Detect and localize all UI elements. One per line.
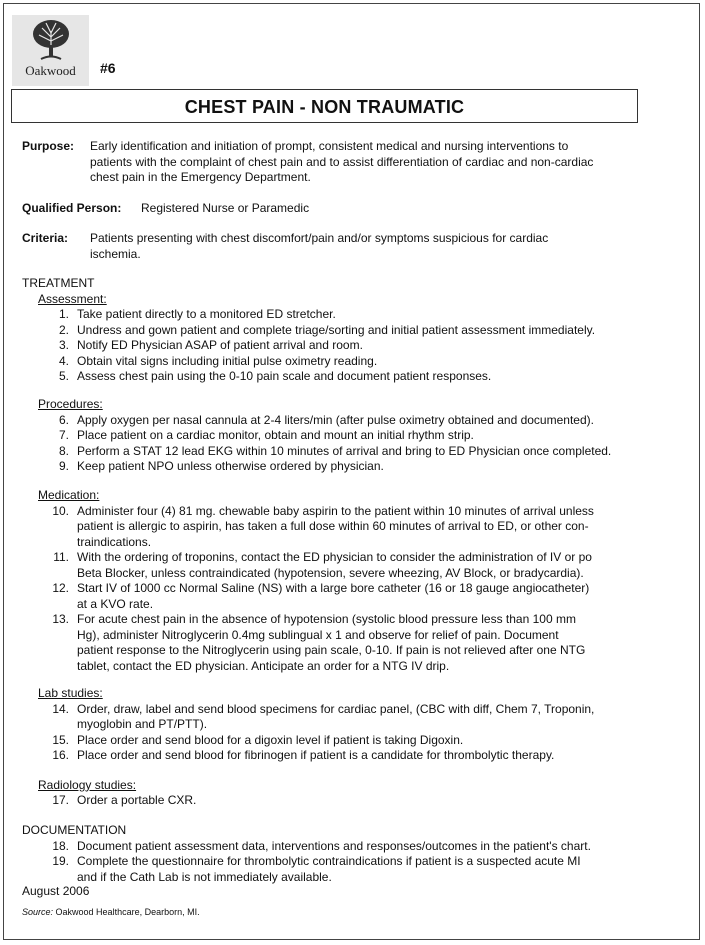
list-item-continuation: Hg), administer Nitroglycerin 0.4mg sublingual x 1 and observe for relief of pain. Document [77,627,559,642]
item-number: 5. [58,369,69,383]
list-item [58,428,474,444]
list-item-continuation: traindications. [77,534,152,549]
procedures-heading: Procedures: [38,397,103,411]
list-item [58,338,363,354]
item-text: Place order and send blood for fibrinogen if patient is a candidate for thrombolytic therapy. [77,748,555,762]
list-item-continuation: at a KVO rate. [77,596,154,611]
protocol-number: #6 [100,60,116,76]
item-number: 19. [52,854,69,868]
purpose-line: patients with the complaint of chest pain and to assist differentiation of cardiac and non-cardiac [90,154,594,169]
list-item [52,838,591,855]
list-item [52,793,197,809]
item-number: 15. [52,732,69,747]
assessment-heading: Assessment: [38,291,107,306]
list-item [58,353,378,370]
item-text: Obtain vital signs including initial pulse oximetry reading. [77,353,378,368]
item-number: 14. [52,701,69,716]
item-number: 17. [52,793,69,807]
list-item [58,307,336,323]
list-item [58,412,594,429]
radiology-heading: Radiology studies: [38,777,137,792]
list-item [52,701,595,718]
criteria-line: ischemia. [90,246,141,261]
item-text: Keep patient NPO unless otherwise ordered by physician. [77,459,384,473]
item-number: 2. [58,322,69,337]
medication-heading: Medication: [38,488,100,502]
item-number: 18. [52,838,69,853]
item-text: Assess chest pain using the 0-10 pain scale and document patient responses. [77,369,492,383]
item-number: 11. [53,550,69,564]
item-text: Document patient assessment data, interventions and responses/outcomes in the patient's chart. [77,838,591,853]
list-item-continuation: and if the Cath Lab is not immediately available. [77,869,332,884]
item-text: Place order and send blood for a digoxin level if patient is taking Digoxin. [77,732,464,747]
list-item [52,612,576,628]
title-box [11,89,638,123]
source-note [22,907,200,917]
list-item [58,369,492,385]
oakwood-logo [12,15,89,86]
item-number: 16. [52,748,69,762]
criteria-line: Patients presenting with chest discomfort/pain and/or symptoms suspicious for cardiac [90,231,549,245]
source-text: Oakwood Healthcare, Dearborn, MI. [53,907,200,917]
list-item-continuation: patient response to the Nitroglycerin using pain scale, 0-10. If pain is not relieved after one NTG [77,643,586,657]
revision-date: August 2006 [22,884,90,898]
documentation-heading: DOCUMENTATION [22,823,127,837]
purpose-line: Early identification and initiation of prompt, consistent medical and nursing interventions to [90,139,569,153]
list-item [58,322,596,339]
item-number: 6. [58,412,69,427]
item-text: Administer four (4) 81 mg. chewable baby aspirin to the patient within 10 minutes of arrival unless [77,503,594,518]
qualified-label: Qualified Person: [22,201,122,215]
item-text: Perform a STAT 12 lead EKG within 10 minutes of arrival and bring to ED Physician once completed. [77,443,612,458]
item-text: Take patient directly to a monitored ED stretcher. [77,307,336,321]
qualified-value: Registered Nurse or Paramedic [141,201,310,215]
treatment-heading: TREATMENT [22,276,95,290]
item-text: Apply oxygen per nasal cannula at 2-4 liters/min (after pulse oximetry obtained and documented). [77,412,594,427]
criteria-label: Criteria: [22,231,69,245]
tree-icon [31,19,71,61]
page-title: CHEST PAIN - NON TRAUMATIC [184,97,465,117]
item-text: Start IV of 1000 cc Normal Saline (NS) with a large bore catheter (16 or 18 gauge angiocatheter) [77,581,590,595]
purpose-label: Purpose: [22,139,75,153]
list-item [52,503,594,520]
item-text: For acute chest pain in the absence of hypotension (systolic blood pressure less than 100 mm [77,612,576,626]
lab-heading: Lab studies: [38,686,103,700]
item-text: Order a portable CXR. [77,793,197,807]
item-text: Order, draw, label and send blood specimens for cardiac panel, (CBC with diff, Chem 7, Troponin, [77,701,595,716]
list-item [58,443,612,460]
list-item [52,748,555,764]
logo-text: Oakwood [25,63,76,78]
list-item [52,581,590,597]
item-number: 4. [58,353,69,368]
list-item [52,854,581,870]
item-number: 8. [58,443,69,458]
list-item [52,732,464,749]
source-label: Source: [22,907,54,917]
list-item-continuation: myoglobin and PT/PTT). [77,717,208,731]
list-item-continuation: Beta Blocker, unless contraindicated (hypotension, severe wheezing, AV Block, or bradycardia). [77,565,584,580]
item-number: 9. [58,459,69,473]
item-number: 13. [52,612,69,626]
item-text: Place patient on a cardiac monitor, obtain and mount an initial rhythm strip. [77,428,474,442]
item-number: 10. [52,503,69,518]
item-text: Undress and gown patient and complete triage/sorting and initial patient assessment immediately. [77,322,596,337]
list-item [58,459,384,475]
list-item-continuation: patient is allergic to aspirin, has taken a full dose within 60 minutes of arrival to ED, or other con- [77,519,589,533]
item-number: 1. [58,307,69,321]
list-item-continuation: tablet, contact the ED physician. Anticipate an order for a NTG IV drip. [77,658,450,673]
item-number: 7. [58,428,69,442]
item-number: 12. [52,581,69,595]
item-number: 3. [58,338,69,352]
item-text: Notify ED Physician ASAP of patient arrival and room. [77,338,363,352]
list-item [53,550,592,566]
item-text: With the ordering of troponins, contact the ED physician to consider the administration of IV or po [77,550,592,564]
purpose-line: chest pain in the Emergency Department. [90,170,311,184]
item-text: Complete the questionnaire for thrombolytic contraindications if patient is a suspected acute MI [77,854,581,868]
